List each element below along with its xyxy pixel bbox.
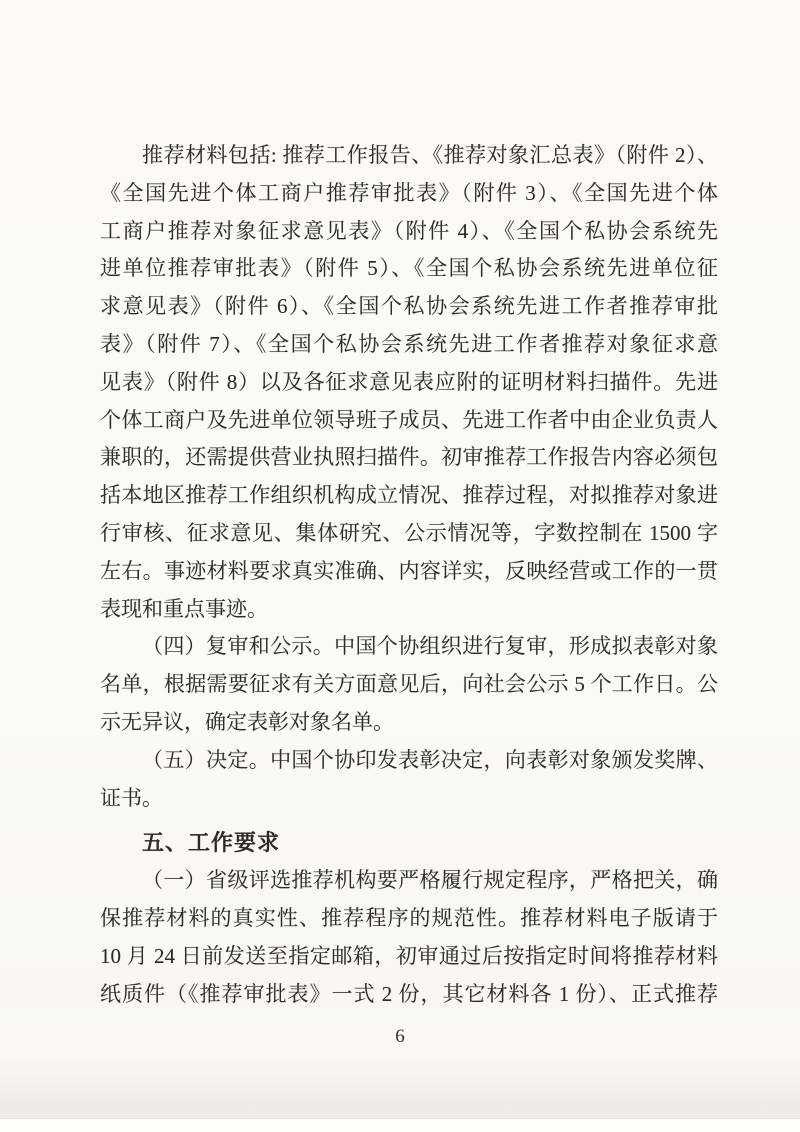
text-line: （五）决定。中国个协印发表彰决定，向表彰对象颁发奖牌、: [142, 747, 718, 772]
text-line: 推荐材料包括: 推荐工作报告、《推荐对象汇总表》（附件 2）、: [142, 143, 718, 167]
text-line: 纸质件（《推荐审批表》一式 2 份，其它材料各 1 份）、正式推荐: [100, 981, 718, 1006]
text-line: 括本地区推荐工作组织机构成立情况、推荐过程，对拟推荐对象进: [100, 483, 718, 508]
section-heading-work-requirements: 五、工作要求: [142, 830, 281, 856]
text-line: （四）复审和公示。中国个协组织进行复审，形成拟表彰对象: [142, 634, 718, 659]
text-line: 兼职的，还需提供营业执照扫描件。初审推荐工作报告内容必须包: [100, 445, 718, 470]
text-line: 进单位推荐审批表》（附件 5）、《全国个私协会系统先进单位征: [100, 256, 718, 281]
page-footer: [0, 1026, 800, 1048]
text-line: （一）省级评选推荐机构要严格履行规定程序，严格把关，确: [142, 868, 718, 893]
text-line: 《全国先进个体工商户推荐审批表》（附件 3）、《全国先进个体: [100, 180, 718, 205]
scan-edge-shadow: [0, 1056, 800, 1119]
text-line: 求意见表》（附件 6）、《全国个私协会系统先进工作者推荐审批: [100, 294, 718, 319]
text-line: 表》（附件 7）、《全国个私协会系统先进工作者推荐对象征求意: [100, 331, 718, 356]
text-line: 行审核、征求意见、集体研究、公示情况等，字数控制在 1500 字: [100, 520, 718, 545]
text-line: 10 月 24 日前发送至指定邮箱，初审通过后按指定时间将推荐材料: [100, 943, 718, 968]
text-line: 保推荐材料的真实性、推荐程序的规范性。推荐材料电子版请于: [100, 905, 718, 930]
text-line: 名单，根据需要征求有关方面意见后，向社会公示 5 个工作日。公: [100, 672, 718, 697]
scan-bottom-strip: [0, 1120, 800, 1132]
text-line: 示无异议，确定表彰对象名单。: [100, 709, 394, 734]
text-line: 证书。: [100, 785, 163, 810]
text-line: 个体工商户及先进单位领导班子成员、先进工作者中由企业负责人: [100, 407, 718, 432]
text-line: 工商户推荐对象征求意见表》（附件 4）、《全国个私协会系统先: [100, 218, 718, 243]
text-line: 表现和重点事迹。: [100, 596, 268, 621]
text-line: 左右。事迹材料要求真实准确、内容详实，反映经营或工作的一贯: [100, 558, 718, 583]
text-line: 见表》（附件 8）以及各征求意见表应附的证明材料扫描件。先进: [100, 369, 718, 394]
page-number: 6: [395, 1026, 405, 1047]
document-body: [100, 137, 718, 1013]
